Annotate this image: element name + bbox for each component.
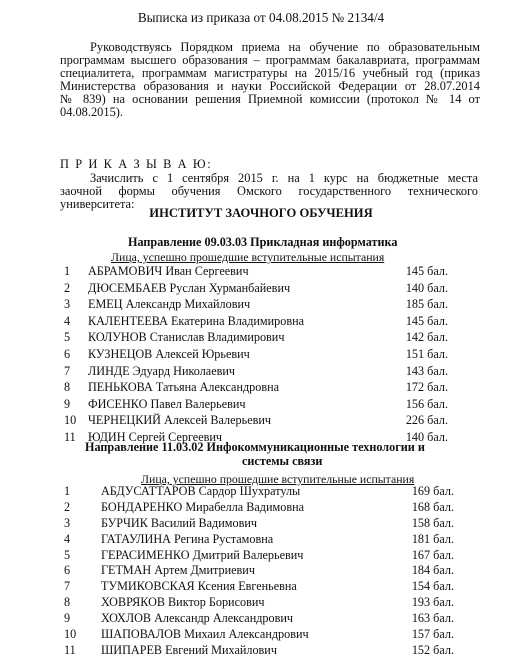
row-number: 9 [64,611,71,626]
student-name: ГЕТМАН Артем Дмитриевич [101,563,255,578]
table-row [0,548,522,564]
student-name: БОНДАРЕНКО Мирабелла Вадимовна [101,499,305,514]
table-row [0,579,522,595]
row-number: 5 [64,330,71,345]
table-row [0,314,522,331]
student-score: 184 бал. [411,563,454,578]
student-score: 163 бал. [411,611,454,626]
direction-heading-line: Направление 11.03.02 Инфокоммуникационные технологии и [85,440,425,454]
student-score: 181 бал. [411,531,454,546]
preamble-paragraph [60,41,480,120]
table-row [0,643,522,659]
row-number: 3 [64,515,71,530]
student-score: 142 бал. [405,330,448,345]
student-score: 172 бал. [405,380,448,395]
student-name: ГЕРАСИМЕНКО Дмитрий Валерьевич [101,547,304,562]
student-score: 157 бал. [411,627,454,642]
table-row [0,484,522,500]
row-number: 8 [64,595,71,610]
student-name: ЧЕРНЕЦКИЙ Алексей Валерьевич [88,413,272,428]
student-score: 185 бал. [405,297,448,312]
preamble-line: Руководствуясь Порядком приема на обучение по образовательным [90,40,480,54]
table-row [0,627,522,643]
student-score: 167 бал. [411,547,454,562]
section-subtitle: Лица, успешно прошедшие вступительные испытания [141,472,415,486]
row-number: 10 [64,413,77,428]
student-name: АБДУСАТТАРОВ Сардор Шухратулы [101,484,301,498]
table-row [0,347,522,364]
student-name: ФИСЕНКО Павел Валерьевич [88,396,246,411]
student-name: КУЗНЕЦОВ Алексей Юрьевич [88,346,250,361]
table-row [0,500,522,516]
row-number: 11 [64,429,76,444]
student-name: КОЛУНОВ Станислав Владимирович [88,330,285,345]
table-row [0,595,522,611]
row-number: 1 [64,484,71,498]
row-number: 11 [64,642,76,657]
student-name: БУРЧИК Василий Вадимович [101,515,257,530]
direction-heading [85,440,475,468]
student-list [0,484,522,659]
table-row [0,397,522,414]
row-number: 4 [64,313,71,328]
row-number: 4 [64,531,71,546]
student-score: 145 бал. [405,313,448,328]
enroll-line: Зачислить с 1 сентября 2015 г. на 1 курс на бюджетные места [90,171,478,185]
row-number: 2 [64,280,71,295]
row-number: 5 [64,547,71,562]
student-name: ХОВРЯКОВ Виктор Борисович [101,595,265,610]
student-score: 154 бал. [411,579,454,594]
student-score: 151 бал. [405,346,448,361]
preamble-line: 04.08.2015). [60,105,123,120]
preamble-line: № 839) на основании решения Приемной комиссии (протокол № 14 от [60,92,480,107]
student-name: ШАПОВАЛОВ Михаил Александрович [101,627,309,642]
section-subtitle: Лица, успешно прошедшие вступительные испытания [111,250,385,264]
direction-heading: Направление 09.03.03 Прикладная информатика [128,235,398,249]
row-number: 8 [64,380,71,395]
row-number: 2 [64,499,71,514]
student-score: 143 бал. [405,363,448,378]
student-name: КАЛЕНТЕЕВА Екатерина Владимировна [88,313,305,328]
row-number: 1 [64,264,71,278]
student-score: 140 бал. [405,280,448,295]
row-number: 6 [64,346,71,361]
table-row [0,330,522,347]
table-row [0,532,522,548]
table-row [0,611,522,627]
table-row [0,364,522,381]
student-name: ГАТАУЛИНА Регина Рустамовна [101,531,274,546]
row-number: 10 [64,627,77,642]
direction-heading-line: системы связи [242,454,323,468]
student-score: 169 бал. [411,484,454,498]
enroll-line: университета: [60,197,135,212]
student-name: ШИПАРЕВ Евгений Михайлович [101,642,277,657]
student-score: 168 бал. [411,499,454,514]
document-title: Выписка из приказа от 04.08.2015 № 2134/4 [137,10,385,25]
student-score: 152 бал. [411,642,454,657]
student-score: 156 бал. [405,396,448,411]
enroll-line: заочной формы обучения Омского государственного технического [60,184,478,199]
table-row [0,413,522,430]
row-number: 7 [64,363,71,378]
orders-heading: П Р И К А З Ы В А Ю: [60,157,213,171]
table-row [0,264,522,281]
row-number: 9 [64,396,71,411]
preamble-line: Министерства образования и науки Российской Федерации от 28.07.2014 [60,79,480,94]
student-score: 158 бал. [411,515,454,530]
student-score: 140 бал. [405,429,448,444]
preamble-line: специалитета, программам магистратуры на 2015/16 учебный год (приказ [60,66,480,81]
table-row [0,516,522,532]
institute-heading: ИНСТИТУТ ЗАОЧНОГО ОБУЧЕНИЯ [149,206,373,220]
table-row [0,563,522,579]
preamble-line: программам высшего образования – программам бакалавриата, программам [60,53,480,68]
student-score: 145 бал. [405,264,448,278]
table-row [0,281,522,298]
student-score: 226 бал. [405,413,448,428]
student-name: ПЕНЬКОВА Татьяна Александровна [88,380,280,395]
student-name: ТУМИКОВСКАЯ Ксения Евгеньевна [101,579,297,594]
row-number: 7 [64,579,71,594]
student-name: АБРАМОВИЧ Иван Сергеевич [88,264,249,278]
student-score: 193 бал. [411,595,454,610]
student-name: ЕМЕЦ Александр Михайлович [88,297,251,312]
student-name: ЮДИН Сергей Сергеевич [88,429,223,444]
student-name: ЛИНДЕ Эдуард Николаевич [88,363,236,378]
row-number: 6 [64,563,71,578]
student-list [0,264,522,447]
student-name: ХОХЛОВ Александр Александрович [101,611,294,626]
table-row [0,297,522,314]
table-row [0,380,522,397]
row-number: 3 [64,297,71,312]
student-name: ДЮСЕМБАЕВ Руслан Хурманбайевич [88,280,291,295]
